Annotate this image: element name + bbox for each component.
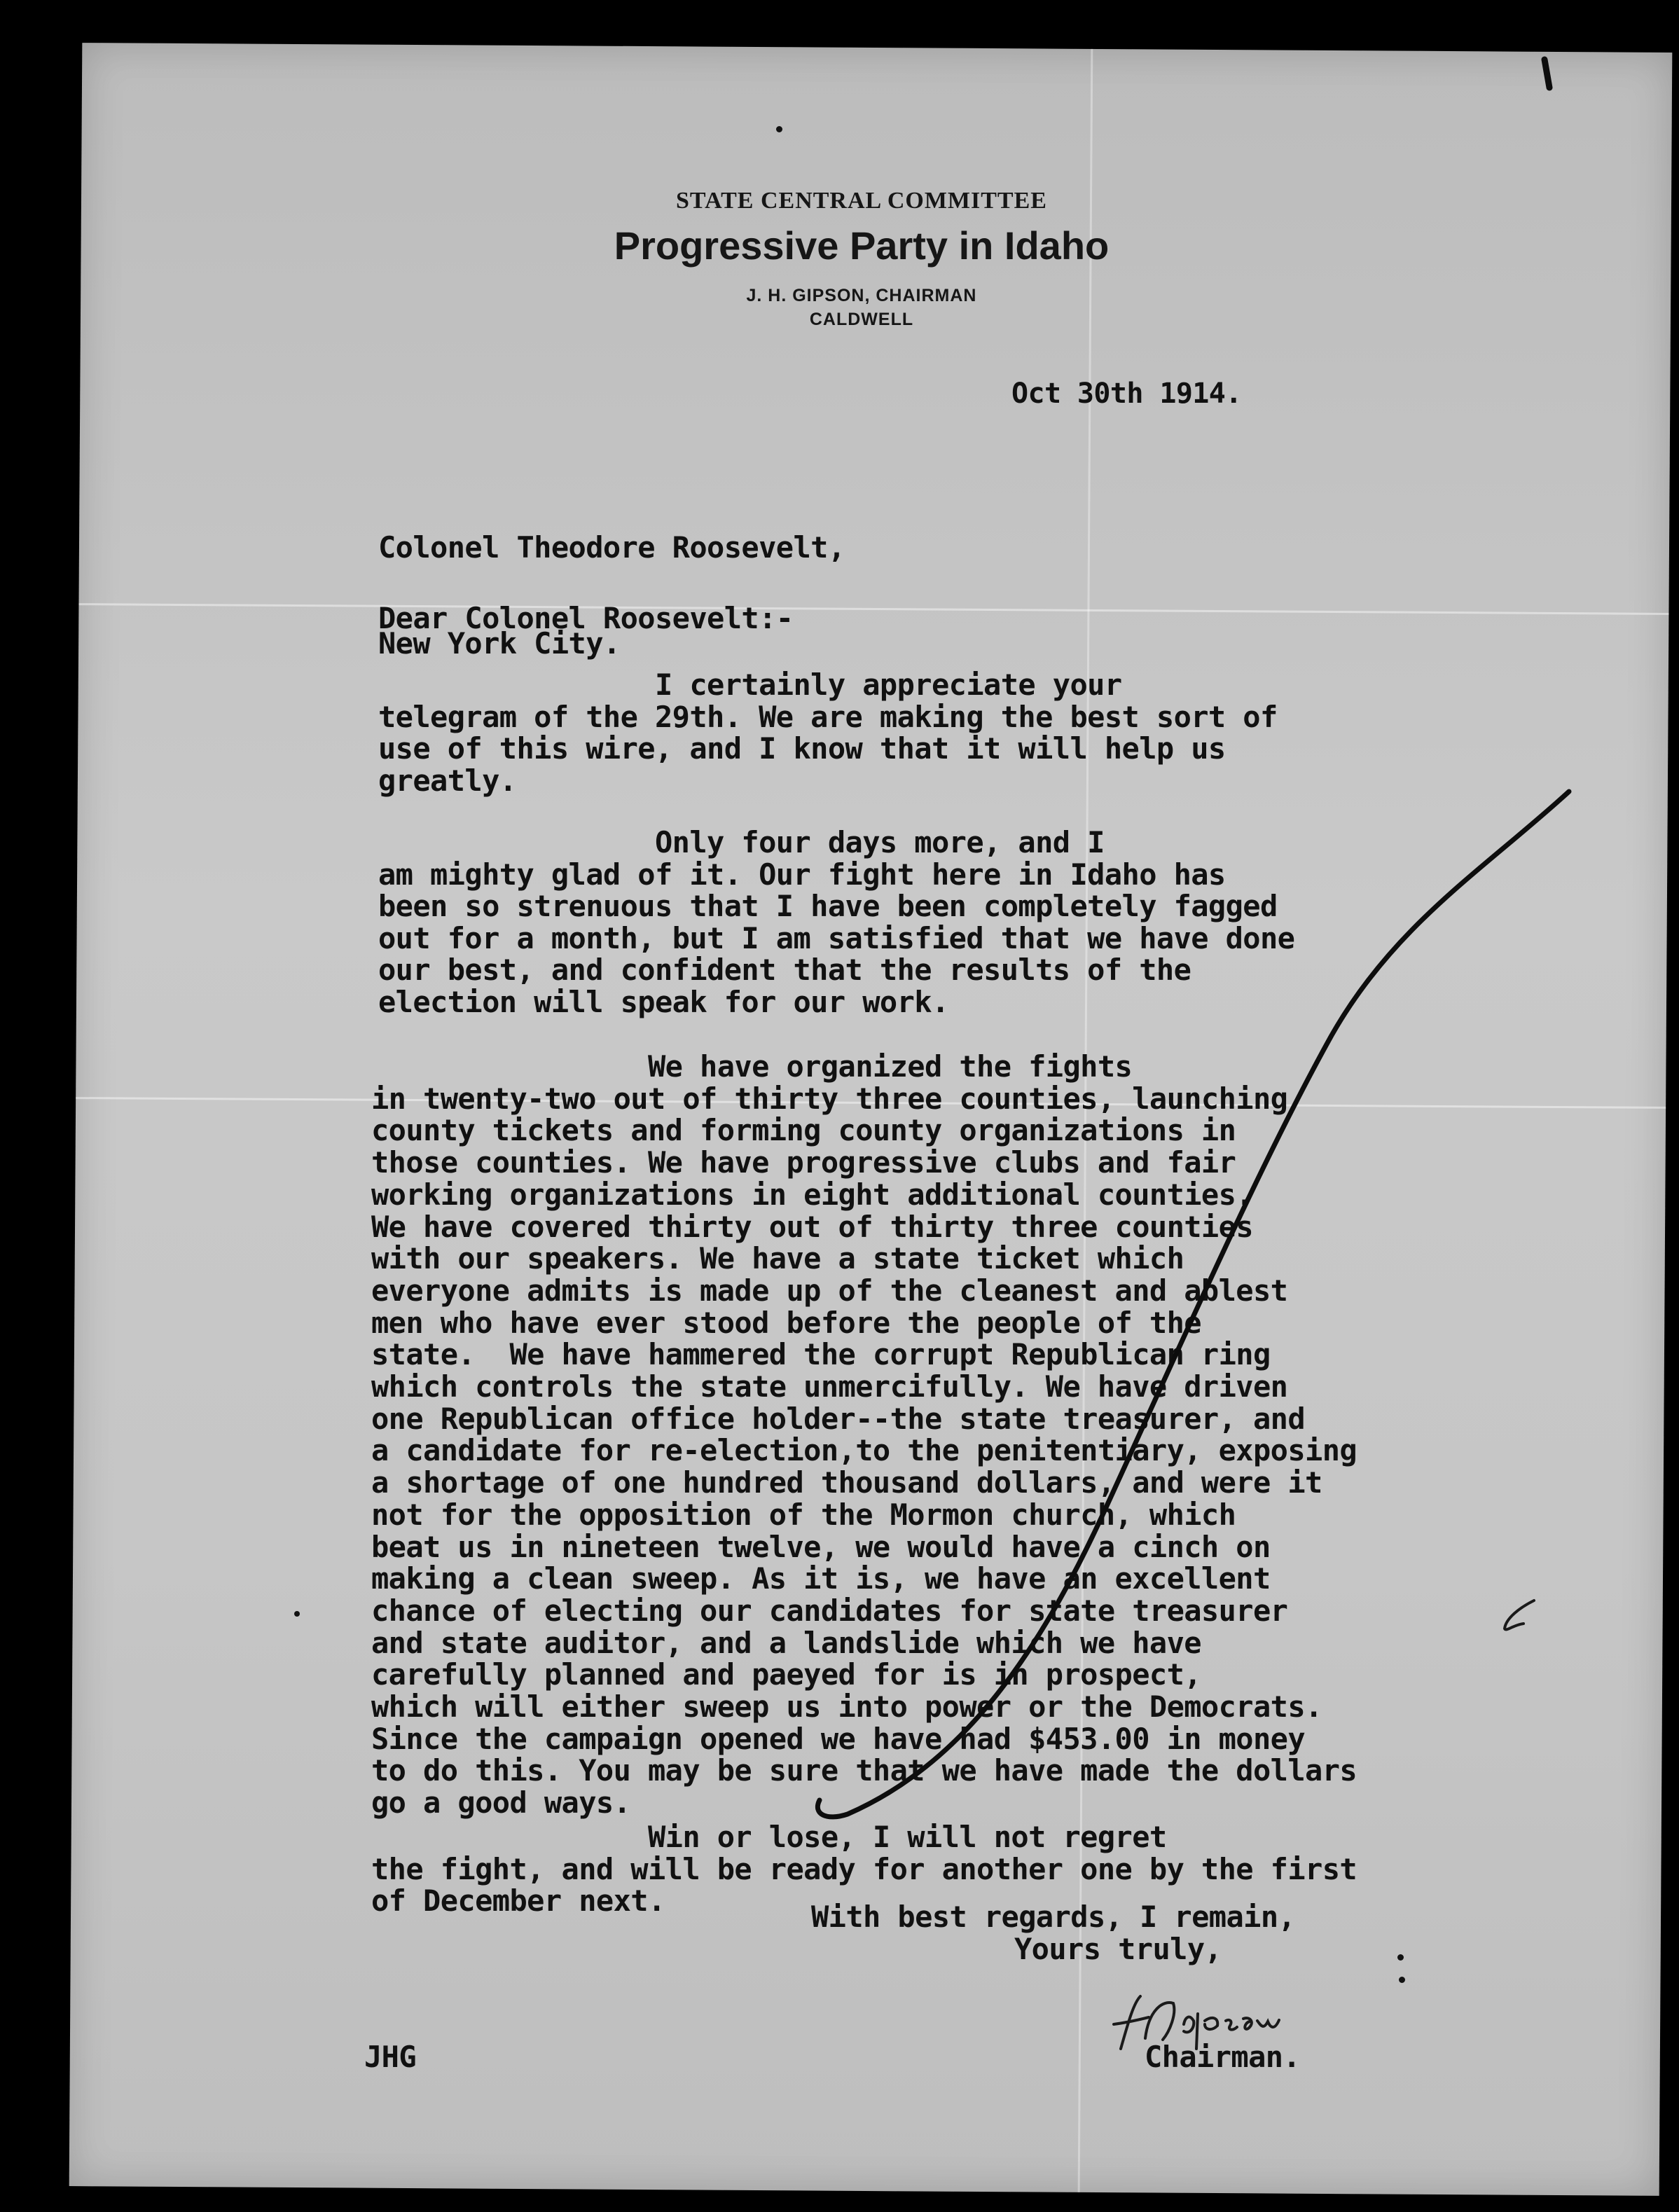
typed-line: to do this. You may be sure that we have made the dollars (371, 1753, 1357, 1788)
fold-crease (78, 603, 1668, 615)
recipient-line: Colonel Theodore Roosevelt, (378, 530, 845, 565)
recipient-line: New York City. (378, 625, 621, 661)
typed-line: county tickets and forming county organizations in (371, 1113, 1236, 1148)
signer-title: Chairman. (1145, 2040, 1301, 2074)
typed-line: a shortage of one hundred thousand dollars, and were it (371, 1465, 1322, 1500)
typed-line: Win or lose, I will not regret (371, 1820, 1167, 1854)
ink-speck (1399, 1977, 1405, 1983)
typed-line: those counties. We have progressive clubs and fair (371, 1145, 1236, 1180)
typed-line: of December next. (371, 1883, 665, 1919)
typed-line: which will either sweep us into power or the Democrats. (371, 1689, 1322, 1724)
letterhead-committee: STATE CENTRAL COMMITTEE (676, 188, 1047, 214)
typist-initials: JHG (364, 2040, 417, 2074)
typed-line: one Republican office holder--the state treasurer, and (371, 1401, 1306, 1436)
typed-line: We have covered thirty out of thirty three counties (371, 1209, 1253, 1244)
typed-line: go a good ways. (371, 1785, 631, 1820)
typed-line: which controls the state unmercifully. We have driven (371, 1369, 1288, 1404)
typed-line: men who have ever stood before the people of the (371, 1305, 1201, 1340)
typed-line: We have organized the fights (371, 1049, 1133, 1084)
typed-line: use of this wire, and I know that it will help us (378, 731, 1226, 766)
typed-line: telegram of the 29th. We are making the best sort of (378, 699, 1278, 734)
typed-line: Only four days more, and I (378, 825, 1105, 859)
typed-line: state. We have hammered the corrupt Republican ring (371, 1337, 1271, 1372)
typed-line: election will speak for our work. (378, 984, 949, 1019)
typed-line: making a clean sweep. As it is, we have an excellent (371, 1561, 1271, 1596)
paragraph-1 (378, 669, 1278, 796)
typed-line: I certainly appreciate your (378, 668, 1122, 702)
ink-speck (294, 1611, 300, 1617)
typed-line: not for the opposition of the Mormon church, which (371, 1497, 1236, 1532)
typed-line: everyone admits is made up of the cleanest and ablest (371, 1273, 1288, 1308)
typed-line: with our speakers. We have a state ticket which (371, 1241, 1184, 1276)
letterhead-city: CALDWELL (809, 310, 914, 329)
typed-line: the fight, and will be ready for another one by the first (371, 1851, 1357, 1886)
typed-line: carefully planned and paeyed for is in prospect, (371, 1657, 1201, 1692)
closing-line: With best regards, I remain, (811, 1900, 1296, 1934)
typed-line: and state auditor, and a landslide which we have (371, 1625, 1201, 1660)
typed-line: been so strenuous that I have been completely fagged (378, 889, 1278, 924)
typed-line: out for a month, but I am satisfied that we have done (378, 920, 1295, 955)
typed-line: working organizations in eight additional counties. (371, 1177, 1253, 1212)
typed-line: our best, and confident that the results of the (378, 953, 1191, 988)
typed-line: in twenty-two out of thirty three counties, launching (371, 1081, 1288, 1116)
typed-line: am mighty glad of it. Our fight here in Idaho has (378, 857, 1226, 892)
typed-line: greatly. (378, 763, 517, 798)
paragraph-3 (371, 1051, 1357, 1819)
paragraph-2 (378, 827, 1294, 1018)
ink-speck (776, 126, 782, 132)
letter-date: Oct 30th 1914. (1011, 378, 1242, 410)
salutation: Dear Colonel Roosevelt:- (378, 601, 794, 635)
typed-line: a candidate for re-election,to the penitentiary, exposing (371, 1433, 1357, 1468)
ink-speck (1397, 1954, 1404, 1961)
letterhead-chairman: J. H. GIPSON, CHAIRMAN (746, 286, 977, 305)
valediction: Yours truly, (1014, 1932, 1222, 1966)
typed-line: chance of electing our candidates for state treasurer (371, 1593, 1288, 1628)
typed-line: Since the campaign opened we have had $453.00 in money (371, 1721, 1306, 1756)
letterhead-party-name: Progressive Party in Idaho (614, 223, 1110, 268)
typed-line: beat us in nineteen twelve, we would have a cinch on (371, 1529, 1271, 1564)
